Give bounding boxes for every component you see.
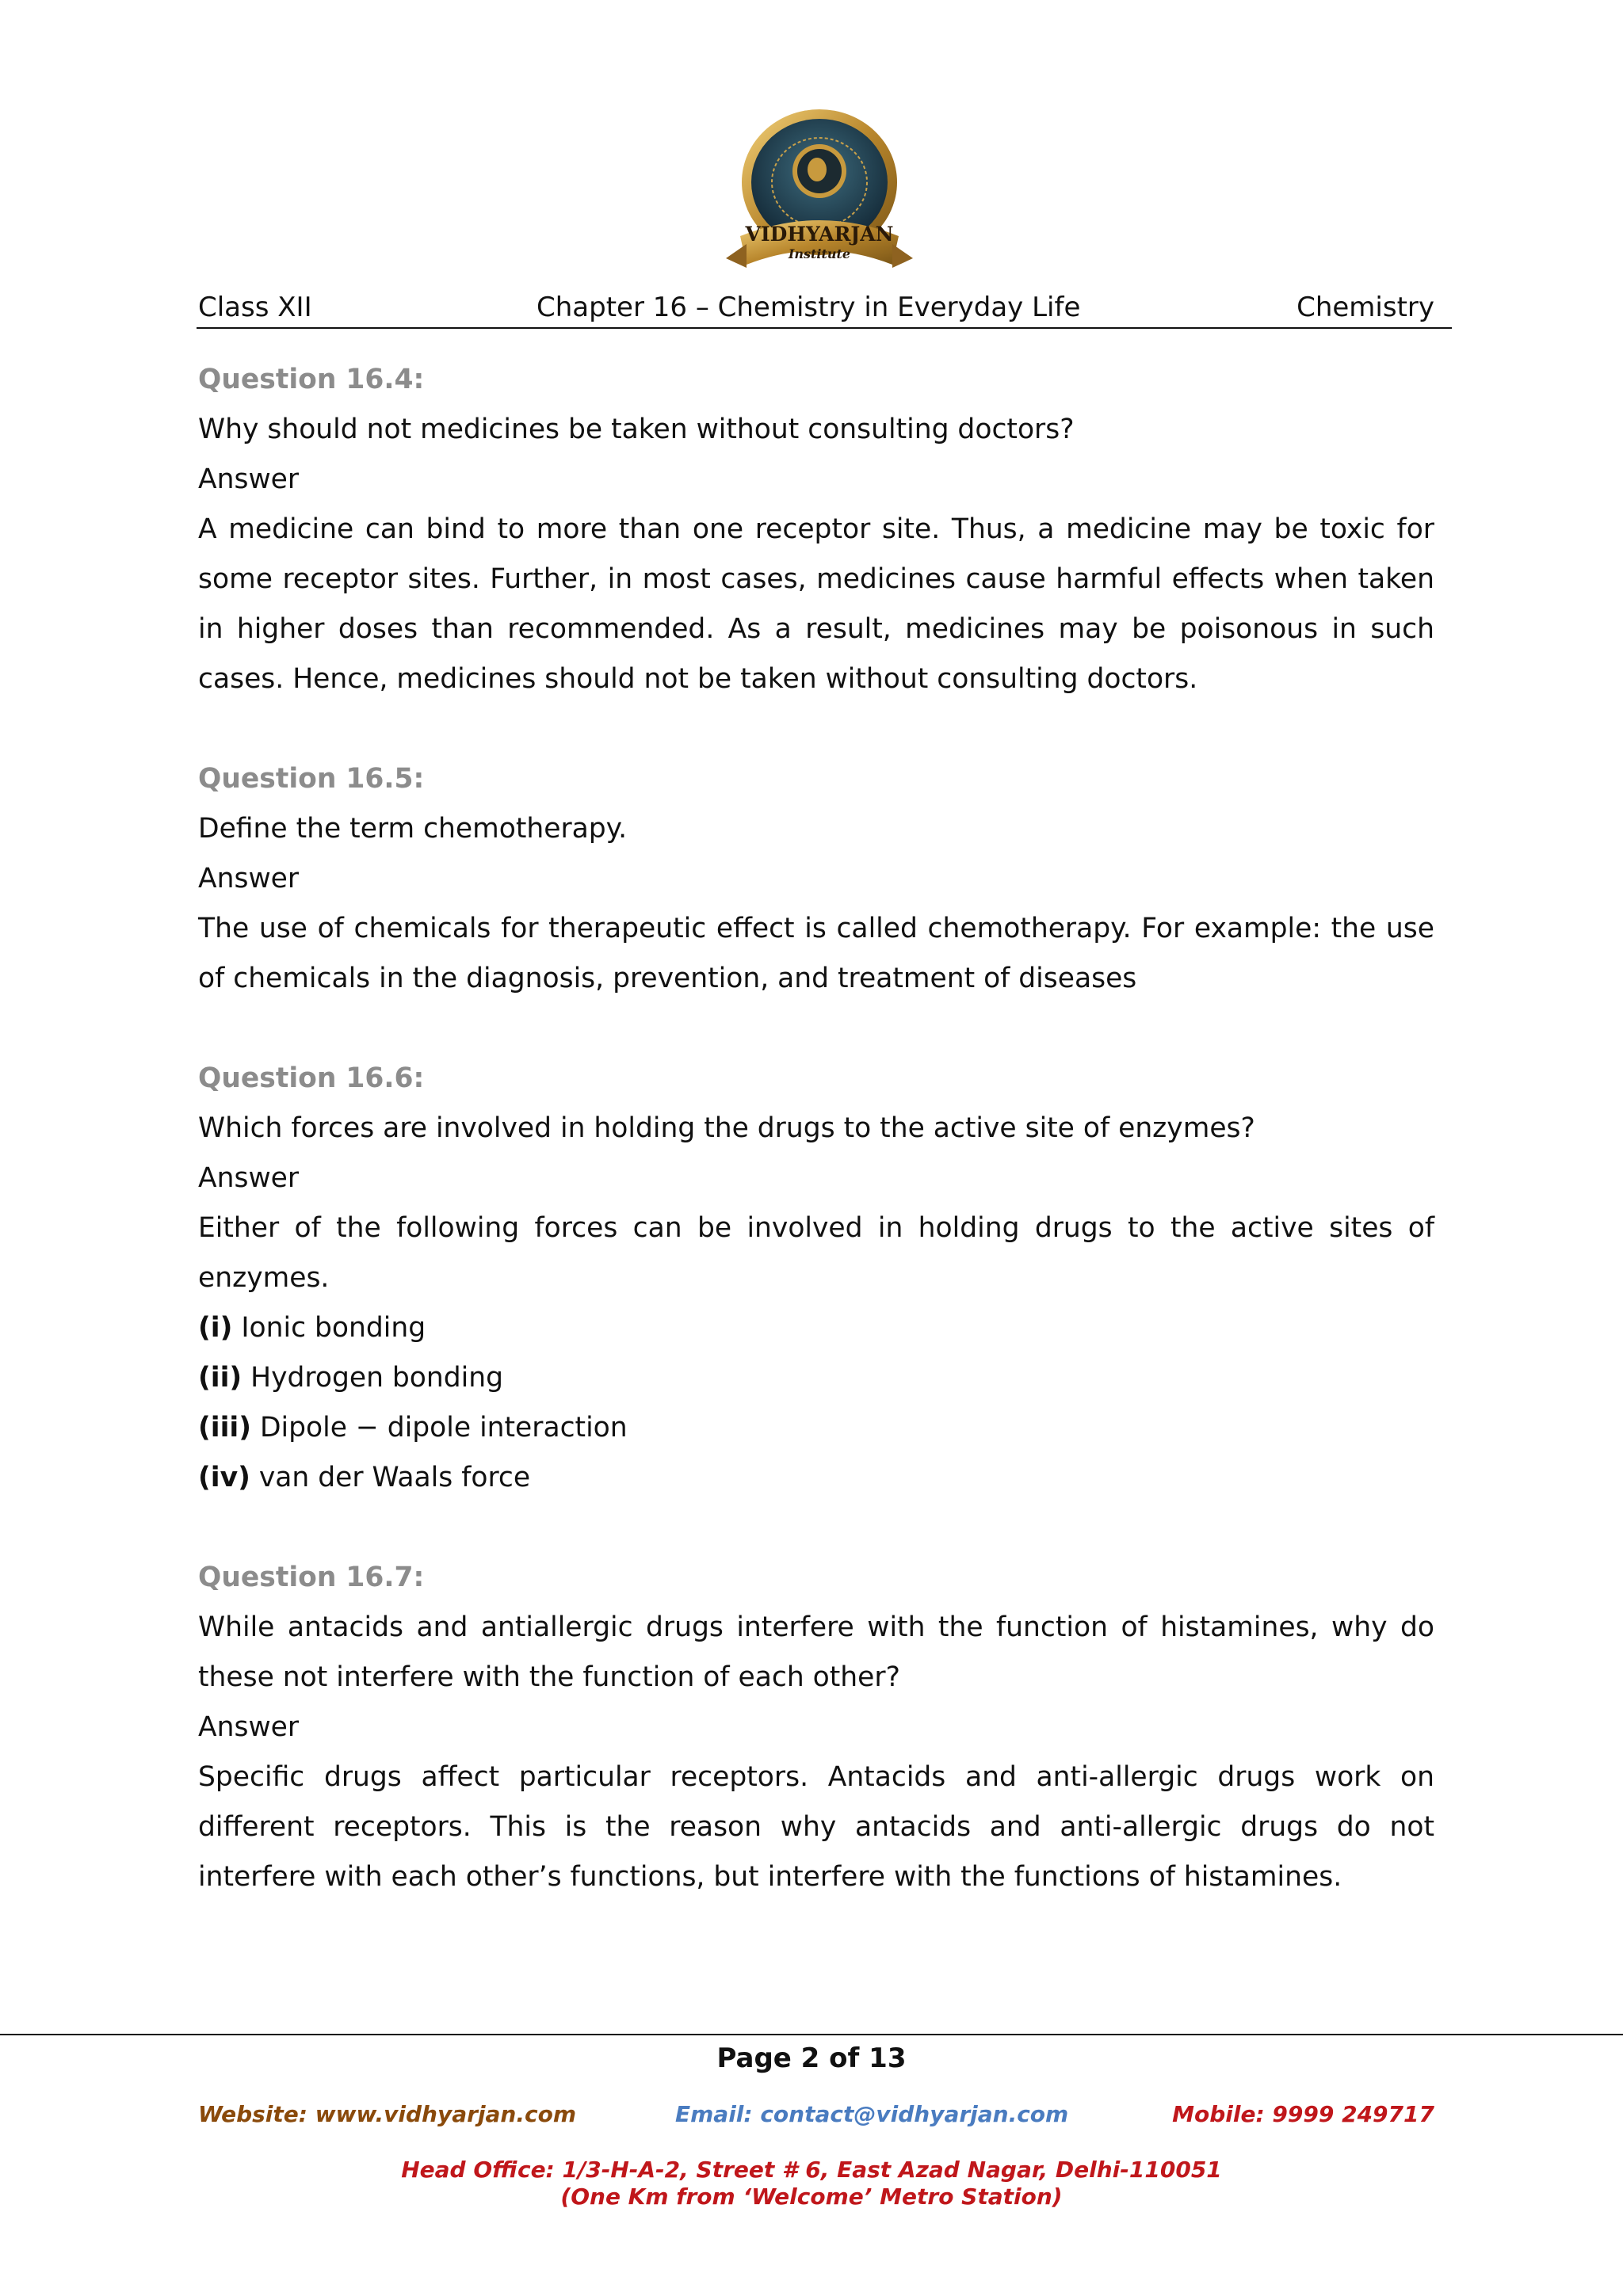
footer-email[interactable]: Email: contact@vidhyarjan.com xyxy=(675,2101,1069,2127)
question-heading: Question 16.7: xyxy=(198,1562,425,1593)
answer-text: A medicine can bind to more than one receptor site. Thus, a medicine may be toxic for some receptor sites. Further, in most cases, medicines cause harmful effects when taken in higher doses than recommended. As a result, medicines may be poisonous in such cases. Hence, medicines should not be taken without consulting doctors. xyxy=(198,513,1434,695)
question-text: Why should not medicines be taken without consulting doctors? xyxy=(198,414,1075,445)
page-header xyxy=(198,292,1434,328)
list-marker: (iii) xyxy=(198,1412,252,1444)
list-marker: (ii) xyxy=(198,1362,242,1394)
header-chapter: Chapter 16 – Chemistry in Everyday Life xyxy=(537,292,1081,323)
question-heading: Question 16.5: xyxy=(198,763,425,795)
list-item xyxy=(198,1353,1434,1403)
answer-text: Specific drugs affect particular receptors. Antacids and anti-allergic drugs work on different receptors. This is the reason why antacids and anti-allergic drugs do not interfere with each other’s functions, but interfere with the functions of histamines. xyxy=(198,1761,1434,1893)
question-block-16-4 xyxy=(198,355,1434,704)
answer-label: Answer xyxy=(198,863,300,894)
logo-subtext: Institute xyxy=(788,246,851,261)
header-divider xyxy=(197,327,1452,329)
vidhyarjan-logo xyxy=(708,109,930,292)
logo-text: VIDHYARJAN xyxy=(745,223,894,246)
answer-label: Answer xyxy=(198,463,300,495)
question-heading: Question 16.4: xyxy=(198,364,425,395)
list-marker: (iv) xyxy=(198,1462,250,1493)
question-text: While antacids and antiallergic drugs interfere with the function of histamines, why do these not interfere with the function of each other? xyxy=(198,1611,1434,1693)
list-item xyxy=(198,1453,1434,1503)
list-marker: (i) xyxy=(198,1312,233,1344)
list-item xyxy=(198,1303,1434,1353)
main-content xyxy=(198,355,1434,1952)
question-block-16-7 xyxy=(198,1553,1434,1902)
list-item xyxy=(198,1403,1434,1453)
question-block-16-5 xyxy=(198,754,1434,1004)
list-text: van der Waals force xyxy=(258,1462,531,1493)
footer-divider xyxy=(0,2034,1623,2035)
answer-text: The use of chemicals for therapeutic effect is called chemotherapy. For example: the use of chemicals in the diagnosis, prevention, and treatment of diseases xyxy=(198,913,1434,994)
answer-label: Answer xyxy=(198,1711,300,1743)
question-block-16-6 xyxy=(198,1054,1434,1503)
list-text: Dipole − dipole interaction xyxy=(259,1412,628,1444)
list-text: Hydrogen bonding xyxy=(250,1362,504,1394)
question-text: Define the term chemotherapy. xyxy=(198,813,628,845)
footer-website[interactable]: Website: www.vidhyarjan.com xyxy=(198,2101,577,2127)
header-subject: Chemistry xyxy=(1296,292,1434,323)
list-text: Ionic bonding xyxy=(241,1312,426,1344)
page-number: Page 2 of 13 xyxy=(716,2042,907,2074)
question-heading: Question 16.6: xyxy=(198,1062,425,1094)
footer-mobile: Mobile: 9999 249717 xyxy=(1172,2101,1434,2127)
header-class: Class XII xyxy=(198,292,312,323)
footer-office-note: (One Km from ‘Welcome’ Metro Station) xyxy=(560,2183,1063,2210)
question-text: Which forces are involved in holding the drugs to the active site of enzymes? xyxy=(198,1112,1255,1144)
answer-label: Answer xyxy=(198,1162,300,1194)
answer-text: Either of the following forces can be involved in holding drugs to the active sites of enzymes. xyxy=(198,1212,1434,1294)
footer-office-address: Head Office: 1/3-H-A-2, Street # 6, East Azad Nagar, Delhi-110051 xyxy=(401,2157,1222,2183)
